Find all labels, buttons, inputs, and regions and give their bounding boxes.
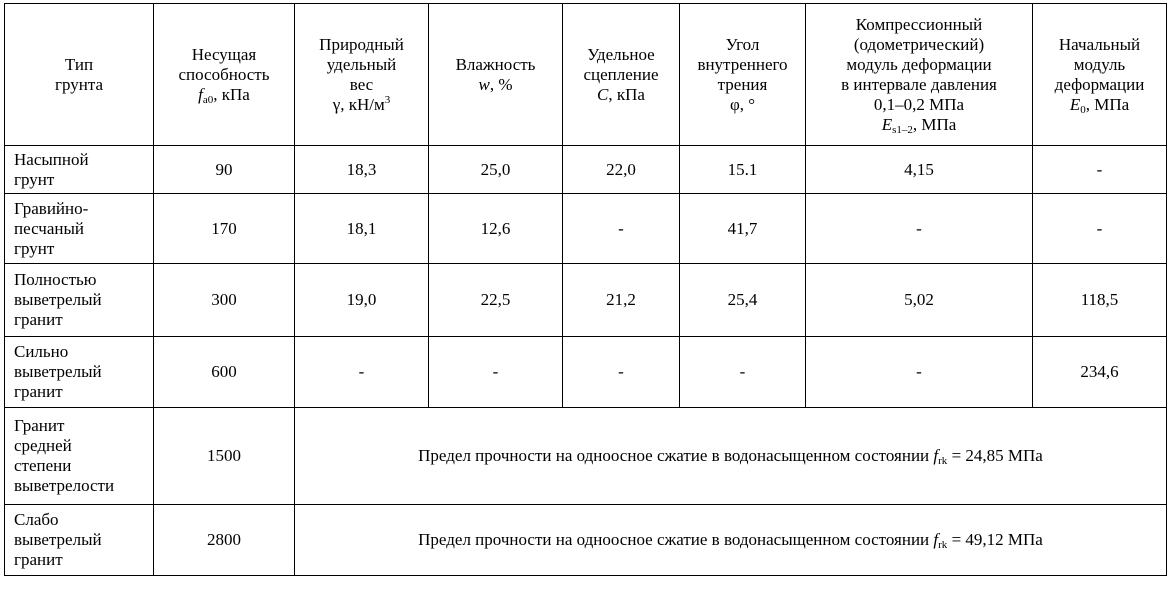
friction-cell: - xyxy=(680,337,806,408)
header-row xyxy=(5,4,1167,146)
header-moisture: Влажность w, % xyxy=(429,4,563,146)
unit-weight-cell: 18,3 xyxy=(295,146,429,194)
soil-name-cell: Полностью выветрелый гранит xyxy=(5,264,154,337)
compression-cell: - xyxy=(806,194,1033,264)
moisture-cell: 25,0 xyxy=(429,146,563,194)
strength-note-cell: Предел прочности на одноосное сжатие в водонасыщенном состоянии $f_{rk} = 24,85$ МПа xyxy=(295,408,1167,505)
compression-cell: 5,02 xyxy=(806,264,1033,337)
soil-properties-table-wrapper xyxy=(4,3,1167,576)
header-unit-weight: Природный удельный вес γ, $кН/м^3$ xyxy=(295,4,429,146)
header-initial-modulus: Начальный модуль деформации $E_0$, МПа xyxy=(1033,4,1167,146)
bearing-cell: 600 xyxy=(154,337,295,408)
soil-name-cell: Насыпной грунт xyxy=(5,146,154,194)
initial-modulus-cell: - xyxy=(1033,194,1167,264)
soil-properties-table xyxy=(4,3,1167,576)
bearing-cell: 90 xyxy=(154,146,295,194)
bearing-cell: 1500 xyxy=(154,408,295,505)
soil-name-cell: Гравийно- песчаный грунт xyxy=(5,194,154,264)
bearing-cell: 2800 xyxy=(154,505,295,576)
moisture-cell: - xyxy=(429,337,563,408)
friction-cell: 25,4 xyxy=(680,264,806,337)
table-row-gravel-sand xyxy=(5,194,1167,264)
unit-weight-cell: - xyxy=(295,337,429,408)
header-soil-type: Тип грунта xyxy=(5,4,154,146)
unit-weight-cell: 19,0 xyxy=(295,264,429,337)
moisture-cell: 22,5 xyxy=(429,264,563,337)
table-row-fully-weathered-granite xyxy=(5,264,1167,337)
header-friction-angle: Угол внутреннего трения φ, ° xyxy=(680,4,806,146)
cohesion-cell: - xyxy=(563,337,680,408)
moisture-cell: 12,6 xyxy=(429,194,563,264)
compression-cell: 4,15 xyxy=(806,146,1033,194)
strength-note-cell: Предел прочности на одноосное сжатие в водонасыщенном состоянии $f_{rk} = 49,12$ МПа xyxy=(295,505,1167,576)
header-bearing-capacity: Несущая способность $f_{a0}$, кПа xyxy=(154,4,295,146)
friction-cell: 15.1 xyxy=(680,146,806,194)
initial-modulus-cell: 118,5 xyxy=(1033,264,1167,337)
initial-modulus-cell: - xyxy=(1033,146,1167,194)
table-row-slightly-weathered-granite xyxy=(5,505,1167,576)
header-cohesion: Удельное сцепление C, кПа xyxy=(563,4,680,146)
compression-cell: - xyxy=(806,337,1033,408)
friction-cell: 41,7 xyxy=(680,194,806,264)
cohesion-cell: 22,0 xyxy=(563,146,680,194)
cohesion-cell: 21,2 xyxy=(563,264,680,337)
header-compression-modulus: Компрессионный (одометрический) модуль деформации в интервале давления 0,1–0,2 МПа $E_{s1-2}$, МПа xyxy=(806,4,1033,146)
soil-name-cell: Гранит средней степени выветрелости xyxy=(5,408,154,505)
table-row-highly-weathered-granite xyxy=(5,337,1167,408)
bearing-cell: 170 xyxy=(154,194,295,264)
unit-weight-cell: 18,1 xyxy=(295,194,429,264)
table-row-moderately-weathered-granite xyxy=(5,408,1167,505)
soil-name-cell: Сильно выветрелый гранит xyxy=(5,337,154,408)
cohesion-cell: - xyxy=(563,194,680,264)
table-row-fill-soil xyxy=(5,146,1167,194)
initial-modulus-cell: 234,6 xyxy=(1033,337,1167,408)
soil-name-cell: Слабо выветрелый гранит xyxy=(5,505,154,576)
bearing-cell: 300 xyxy=(154,264,295,337)
